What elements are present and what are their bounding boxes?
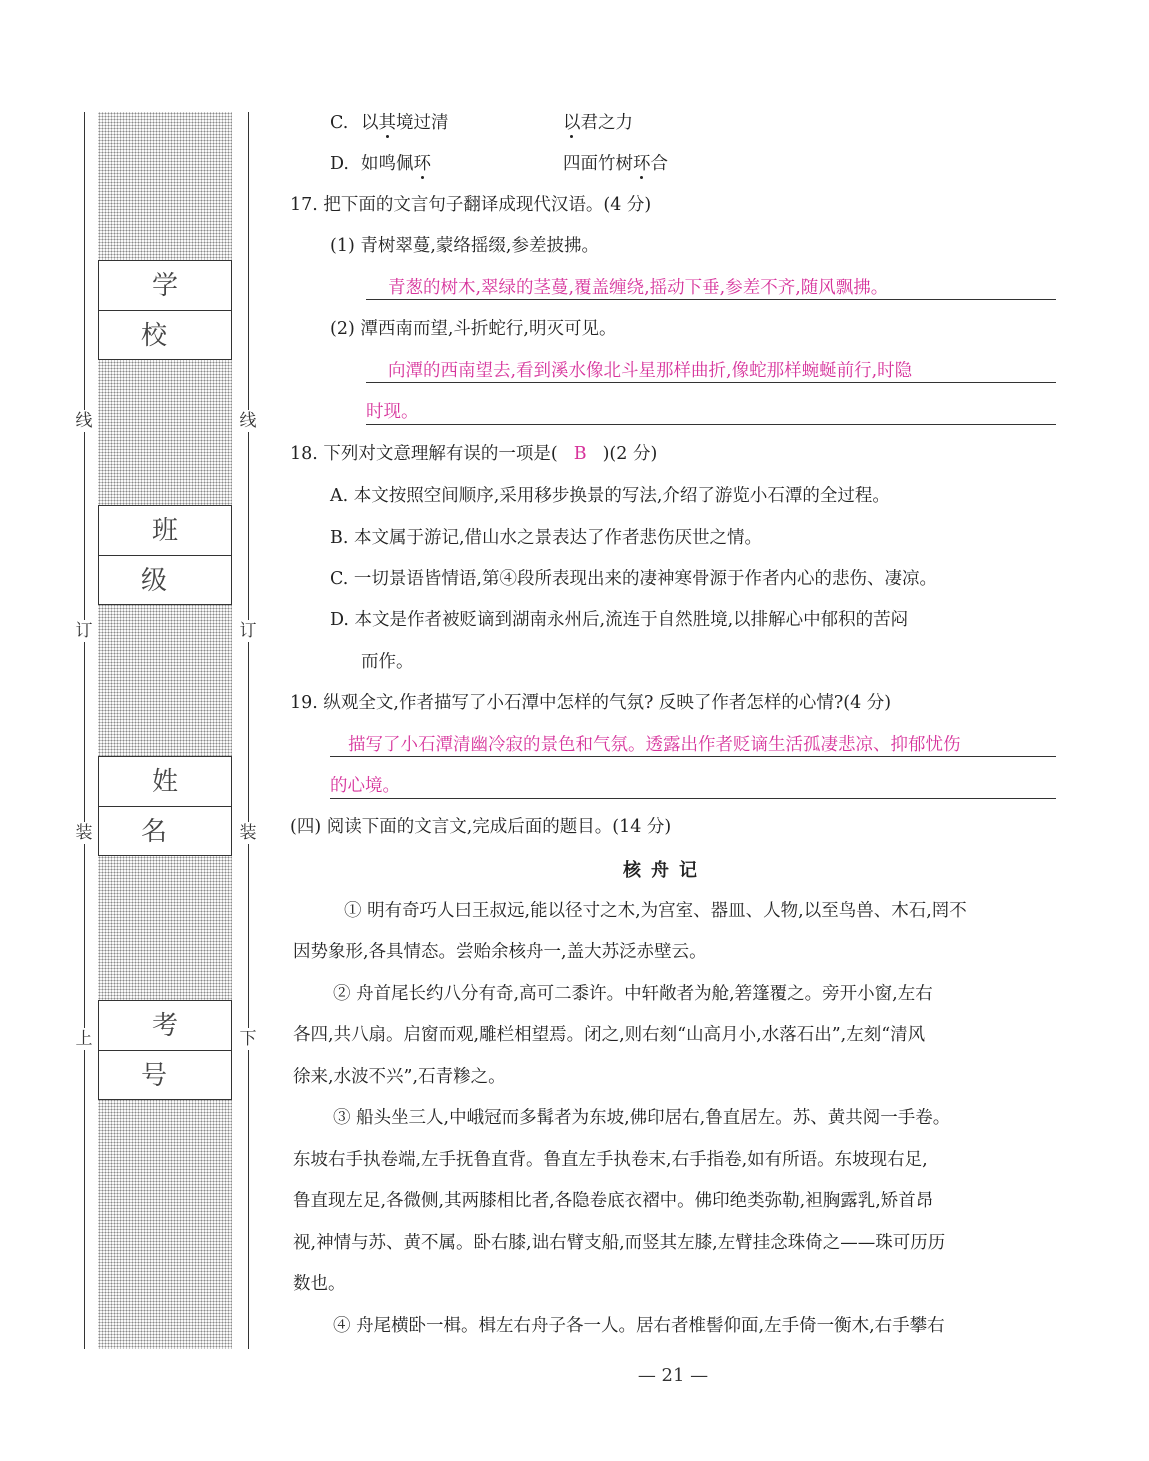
text-part: 境过清	[396, 113, 449, 133]
passage-line: ④ 舟尾横卧一楫。楫左右舟子各一人。居右者椎髻仰面,左手倚一衡木,右手攀右	[333, 1316, 945, 1336]
passage-line: 各四,共八扇。启窗而观,雕栏相望焉。闭之,则右刻“山高月小,水落石出”,左刻“清风	[293, 1025, 926, 1045]
option-d-right	[563, 152, 668, 176]
margin-label-right: 订	[239, 621, 257, 641]
margin-line-outer	[84, 112, 85, 1349]
question-17-sentence-2: (2) 潭西南而望,斗折蛇行,明灭可见。	[330, 319, 617, 339]
name-field[interactable]	[98, 756, 232, 856]
passage-title: 核舟记	[623, 860, 707, 881]
option-c-left	[361, 111, 449, 135]
margin-label-left: 订	[75, 621, 93, 641]
answer-line	[330, 756, 1056, 757]
passage-line: 东坡右手执卷端,左手抚鲁直背。鲁直左手执卷末,右手指卷,如有所语。东坡现右足,	[293, 1150, 928, 1170]
text-part: )(2 分)	[602, 444, 658, 464]
option-c-label: C.	[330, 113, 349, 133]
passage-line: 数也。	[293, 1274, 346, 1294]
margin-label-right: 装	[239, 823, 257, 843]
question-19-answer-line-2: 的心境。	[330, 776, 400, 796]
section-4-header: (四) 阅读下面的文言文,完成后面的题目。(14 分)	[290, 817, 672, 837]
answer-line	[330, 798, 1056, 799]
text-part: 如鸣佩	[361, 154, 414, 174]
question-17-answer-1: 青葱的树木,翠绿的茎蔓,覆盖缠绕,摇动下垂,参差不齐,随风飘拂。	[388, 278, 889, 298]
passage-line: 视,神情与苏、黄不属。卧右膝,诎右臂支船,而竖其左膝,左臂挂念珠倚之——珠可历历	[293, 1233, 946, 1253]
class-field[interactable]	[98, 505, 232, 605]
text-part: 以	[361, 113, 379, 133]
passage-line: 徐来,水波不兴”,石青糁之。	[293, 1067, 506, 1087]
question-18-option-a: A. 本文按照空间顺序,采用移步换景的写法,介绍了游览小石潭的全过程。	[330, 486, 890, 506]
question-19-stem: 19. 纵观全文,作者描写了小石潭中怎样的气氛? 反映了作者怎样的心情?(4 分)	[290, 693, 892, 713]
question-18-option-b: B. 本文属于游记,借山水之景表达了作者悲伤厌世之情。	[330, 528, 763, 548]
question-17-sentence-1: (1) 青树翠蔓,蒙络摇缀,参差披拂。	[330, 236, 599, 256]
emphasis-char: 环	[413, 154, 431, 174]
margin-label-right: 线	[239, 411, 257, 431]
question-18-option-d-line-2: 而作。	[361, 652, 414, 672]
emphasis-char: 以	[563, 113, 581, 133]
margin-line-inner	[248, 112, 249, 1349]
text-part: 合	[650, 154, 668, 174]
field-label: 姓 名	[99, 757, 231, 807]
question-17-answer-2-line-2: 时现。	[366, 402, 419, 422]
exam-number-field[interactable]	[98, 1000, 232, 1100]
answer-line	[366, 382, 1056, 383]
passage-line: 因势象形,各具情态。尝贻余核舟一,盖大苏泛赤壁云。	[293, 942, 707, 962]
margin-label-left: 线	[75, 411, 93, 431]
emphasis-char: 环	[633, 154, 651, 174]
field-label: 考 号	[99, 1001, 231, 1051]
passage-line: ① 明有奇巧人曰王叔远,能以径寸之木,为宫室、器皿、人物,以至鸟兽、木石,罔不	[344, 901, 967, 921]
question-17-stem: 17. 把下面的文言句子翻译成现代汉语。(4 分)	[290, 195, 652, 215]
margin-label-left: 装	[75, 823, 93, 843]
text-part: 君之力	[580, 113, 633, 133]
option-d-label: D.	[330, 154, 349, 174]
question-18-option-c: C. 一切景语皆情语,第④段所表现出来的凄神寒骨源于作者内心的悲伤、凄凉。	[330, 569, 937, 589]
passage-line: ③ 船头坐三人,中峨冠而多髯者为东坡,佛印居右,鲁直居左。苏、黄共阅一手卷。	[333, 1108, 951, 1128]
option-c-right	[563, 111, 633, 135]
margin-label-left: 上	[75, 1029, 93, 1049]
passage-line: ② 舟首尾长约八分有奇,高可二黍许。中轩敞者为舱,箬篷覆之。旁开小窗,左右	[333, 984, 933, 1004]
text-part: 四面竹树	[563, 154, 633, 174]
emphasis-char: 其	[378, 113, 396, 133]
question-18-stem	[290, 442, 657, 466]
page-number: — 21 —	[637, 1365, 709, 1386]
school-field[interactable]	[98, 260, 232, 360]
passage-line: 鲁直现左足,各微侧,其两膝相比者,各隐卷底衣褶中。佛印绝类弥勒,袒胸露乳,矫首昂	[293, 1191, 934, 1211]
margin-label-right: 下	[239, 1029, 257, 1049]
question-18-answer: B	[573, 444, 587, 464]
question-19-answer-line-1: 描写了小石潭清幽冷寂的景色和气氛。透露出作者贬谪生活孤凄悲凉、抑郁忧伤	[348, 735, 961, 755]
text-part: 18. 下列对文意理解有误的一项是(	[290, 444, 558, 464]
field-label: 学 校	[99, 261, 231, 311]
question-17-answer-2-line-1: 向潭的西南望去,看到溪水像北斗星那样曲折,像蛇那样蜿蜒前行,时隐	[388, 361, 913, 381]
answer-line	[366, 424, 1056, 425]
option-d-left	[361, 152, 431, 176]
answer-line	[366, 299, 1056, 300]
field-label: 班 级	[99, 506, 231, 556]
question-18-option-d-line-1: D. 本文是作者被贬谪到湖南永州后,流连于自然胜境,以排解心中郁积的苦闷	[330, 610, 909, 630]
